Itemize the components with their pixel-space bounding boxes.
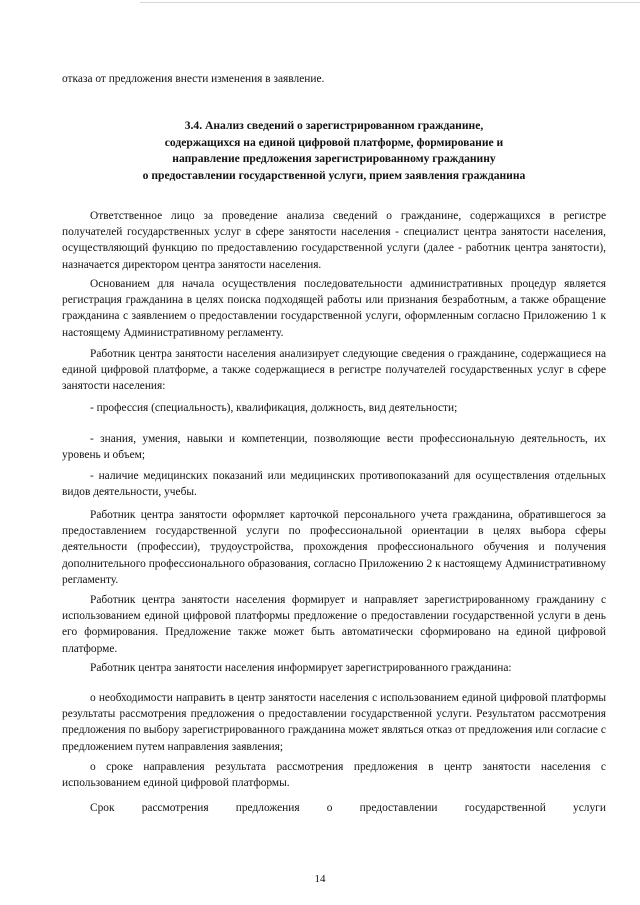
heading-line: направление предложения зарегистрированному гражданину (172, 152, 496, 165)
word: предоставлении (359, 802, 438, 814)
heading-line: 3.4. Анализ сведений о зарегистрированном гражданине, (184, 119, 484, 132)
list-item-medical: - наличие медицинских показаний или медицинских противопоказаний для осуществления отдельных видов деятельности, учебы. (62, 470, 606, 499)
word: Срок (90, 802, 115, 814)
paragraph-necessity: о необходимости направить в центр занятости населения с использованием единой цифровой платформы результаты рассмотрения предложения о предоставлении государственной услуги. Результатом рассмотрения предложения по выбору зарегистрированного гражданина может являться отказ от предложения или согласие с предложением путем направления заявления; (62, 692, 606, 753)
heading-line: о предоставлении государственной услуги, прием заявления гражданина (142, 168, 526, 182)
list-item-skills: - знания, умения, навыки и компетенции, позволяющие вести профессиональную деятельность, их уровень и объем; (62, 433, 606, 462)
paragraph-term: о сроке направления результата рассмотрения предложения в центр занятости населения с использованием единой цифровой платформы. (62, 761, 606, 790)
section-heading (62, 118, 606, 184)
paragraph-personal-card: Работник центра занятости оформляет карточкой персонального учета гражданина, обратившегося за предоставлением государственной услуги по профессиональной ориентации в целях выбора сферы деятельности (профессии), трудоустройства, прохождения профессионального обучения и получения дополнительного профессионального образования, согласно Приложению 2 к настоящему Административному регламенту. (62, 509, 606, 586)
word: услуги (573, 802, 606, 814)
word: о (326, 802, 333, 814)
word: рассмотрения (141, 802, 209, 814)
paragraph-informs: Работник центра занятости населения информирует зарегистрированного гражданина: (90, 662, 512, 674)
page-number: 14 (314, 873, 326, 885)
paragraph-last-line (62, 800, 606, 816)
word: государственной (464, 802, 546, 814)
heading-line: содержащихся на единой цифровой платформе, формирование и (164, 135, 504, 149)
word: предложения (235, 802, 300, 814)
list-item-profession: - профессия (специальность), квалификация, должность, вид деятельности; (90, 402, 458, 414)
paragraph-analysis: Работник центра занятости населения анализирует следующие сведения о гражданине, содержащиеся на единой цифровой платформе, а также содержащиеся в регистре получателей государственных услуг в сфере занятости населения: (62, 348, 606, 393)
paragraph-responsible-person: Ответственное лицо за проведение анализа сведений о гражданине, содержащихся в регистре получателей государственных услуг в сфере занятости населения - специалист центра занятости населения, осуществляющий функцию по предоставлению государственной услуги (далее - работник центра занятости), назначается директором центра занятости населения. (62, 210, 606, 271)
paragraph-offer-forming: Работник центра занятости населения формирует и направляет зарегистрированному гражданину с использованием единой цифровой платформы предложение о предоставлении государственной услуги в день его формирования. Предложение также может быть автоматически сформировано на единой цифровой платформе. (62, 594, 606, 655)
intro-line: отказа от предложения внести изменения в заявление. (62, 73, 325, 85)
paragraph-grounds: Основанием для начала осуществления последовательности административных процедур является регистрация гражданина в целях поиска подходящей работы или признания безработным, а также обращение гражданина с заявлением о предоставлении государственной услуги, оформленным согласно Приложению 1 к настоящему Административному регламенту. (62, 278, 606, 339)
scan-edge-line (140, 2, 640, 3)
